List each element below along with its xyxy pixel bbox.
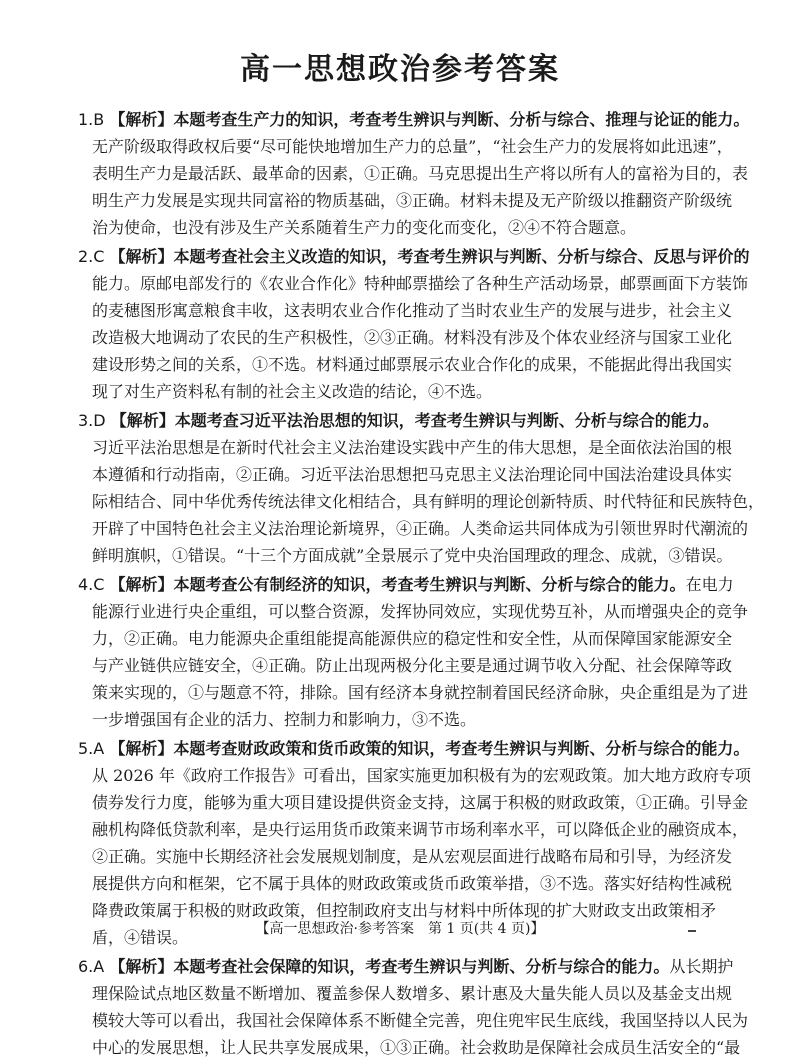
answer-line: 模较大等可以看出，我国社会保障体系不断健全完善，兜住兜牢民生底线，我国坚持以人民为 [92, 1011, 749, 1030]
analysis-tag: 【解析】 [109, 957, 174, 976]
answer-line: 鲜明旗帜，①错误。“十三个方面成就”全景展示了党中央治国理政的理念、成就，③错误。 [92, 546, 733, 565]
question-stem: 本题考查财政政策和货币政策的知识，考查考生辨识与判断、分析与综合的能力。 [173, 739, 750, 758]
answer-line: 一步增强国有企业的活力、控制力和影响力，③不选。 [92, 710, 477, 729]
question-number: 5.A [78, 739, 105, 758]
question-number: 2.C [78, 247, 105, 266]
corner-mark [688, 930, 696, 932]
answer-line: 明生产力发展是实现共同富裕的物质基础，③正确。材料未提及无产阶级以推翻资产阶级统 [92, 191, 733, 210]
page-footer: 【高一思想政治·参考答案 第 1 页(共 4 页)】 [255, 921, 545, 937]
analysis-tag: 【解析】 [110, 411, 175, 430]
answer-line: 与产业链供应链安全，④正确。防止出现两极分化主要是通过调节收入分配、社会保障等政 [92, 656, 733, 675]
answer-item-1 [78, 106, 750, 241]
question-stem: 本题考查社会保障的知识，考查考生辨识与判断、分析与综合的能力。 [173, 957, 670, 976]
question-stem: 本题考查生产力的知识，考查考生辨识与判断、分析与综合、推理与论证的能力。 [173, 110, 750, 129]
answer-line: 中心的发展思想，让人民共享发展成果，①③正确。社会救助是保障社会成员生活安全的“最 [92, 1038, 741, 1057]
answer-line: ②正确。实施中长期经济社会发展规划制度，是从宏观层面进行战略布局和引导，为经济发 [92, 847, 733, 866]
answer-item-4 [78, 571, 749, 733]
analysis-tag: 【解析】 [109, 575, 174, 594]
answer-line: 现了对生产资料私有制的社会主义改造的结论，④不选。 [92, 382, 493, 401]
answer-line: 治为使命，也没有涉及生产关系随着生产力的变化而变化，②④不符合题意。 [92, 218, 637, 237]
question-number: 4.C [78, 575, 105, 594]
answer-line: 建设形势之间的关系，①不选。材料通过邮票展示农业合作化的成果，不能据此得出我国实 [92, 355, 733, 374]
stem-continuation: 从长期护 [669, 957, 734, 976]
answer-line: 的麦穗图形寓意粮食丰收，这表明农业合作化推动了当时农业生产的发展与进步，社会主义 [92, 301, 733, 320]
answer-line: 能力。原邮电部发行的《农业合作化》特种邮票描绘了各种生产活动场景，邮票画面下方装饰 [92, 274, 749, 293]
answer-line: 习近平法治思想是在新时代社会主义法治建设实践中产生的伟大思想，是全面依法治国的根 [92, 438, 733, 457]
answer-line: 债券发行力度，能够为重大项目建设提供资金支持，这属于积极的财政政策，①正确。引导金 [92, 793, 749, 812]
question-number: 1.B [78, 110, 105, 129]
answer-line: 降费政策属于积极的财政政策，但控制政府支出与材料中所体现的扩大财政支出政策相矛 [92, 901, 717, 920]
question-number: 6.A [78, 957, 105, 976]
answer-line: 表明生产力是最活跃、最革命的因素，①正确。马克思提出生产将以所有人的富裕为目的，表 [92, 164, 749, 183]
stem-continuation: 在电力 [685, 575, 734, 594]
answer-line: 能源行业进行央企重组，可以整合资源，发挥协同效应，实现优势互补，从而增强央企的竞争 [92, 602, 749, 621]
answer-line: 改造极大地调动了农民的生产积极性，②③正确。材料没有涉及个体农业经济与国家工业化 [92, 328, 733, 347]
answer-line: 盾，④错误。 [92, 928, 189, 947]
answer-item-3 [78, 407, 765, 569]
question-stem: 本题考查公有制经济的知识，考查考生辨识与判断、分析与综合的能力。 [173, 575, 686, 594]
analysis-tag: 【解析】 [109, 739, 174, 758]
answer-item-2 [78, 243, 750, 405]
question-number: 3.D [78, 411, 106, 430]
analysis-tag: 【解析】 [109, 247, 174, 266]
question-stem: 本题考查社会主义改造的知识，考查考生辨识与判断、分析与综合、反思与评价的 [173, 247, 750, 266]
question-stem: 本题考查习近平法治思想的知识，考查考生辨识与判断、分析与综合的能力。 [174, 411, 719, 430]
answer-line: 理保险试点地区数量不断增加、覆盖参保人数增多、累计惠及大量失能人员以及基金支出规 [92, 984, 733, 1003]
answer-line: 本遵循和行动指南，②正确。习近平法治思想把马克思主义法治理论同中国法治建设具体实 [92, 465, 733, 484]
answer-line: 策来实现的，①与题意不符，排除。国有经济本身就控制着国民经济命脉，央企重组是为了进 [92, 683, 749, 702]
answer-line: 力，②正确。电力能源央企重组能提高能源供应的稳定性和安全性，从而保障国家能源安全 [92, 629, 733, 648]
answer-line: 展提供方向和框架，它不属于具体的财政政策或货币政策举措，③不选。落实好结构性减税 [92, 874, 733, 893]
answer-line: 开辟了中国特色社会主义法治理论新境界，④正确。人类命运共同体成为引领世界时代潮流的 [92, 519, 749, 538]
page-title: 高一思想政治参考答案 [240, 52, 560, 87]
answer-line: 际相结合、同中华优秀传统法律文化相结合，具有鲜明的理论创新特质、时代特征和民族特色， [92, 492, 765, 511]
answer-line: 无产阶级取得政权后要“尽可能快地增加生产力的总量”，“社会生产力的发展将如此迅速”， [92, 137, 733, 156]
analysis-tag: 【解析】 [109, 110, 174, 129]
answer-line: 从 2026 年《政府工作报告》可看出，国家实施更加积极有为的宏观政策。加大地方政府专项 [92, 766, 751, 785]
answer-item-6 [78, 953, 749, 1061]
answer-line: 融机构降低贷款利率，是央行运用货币政策来调节市场利率水平，可以降低企业的融资成本， [92, 820, 749, 839]
